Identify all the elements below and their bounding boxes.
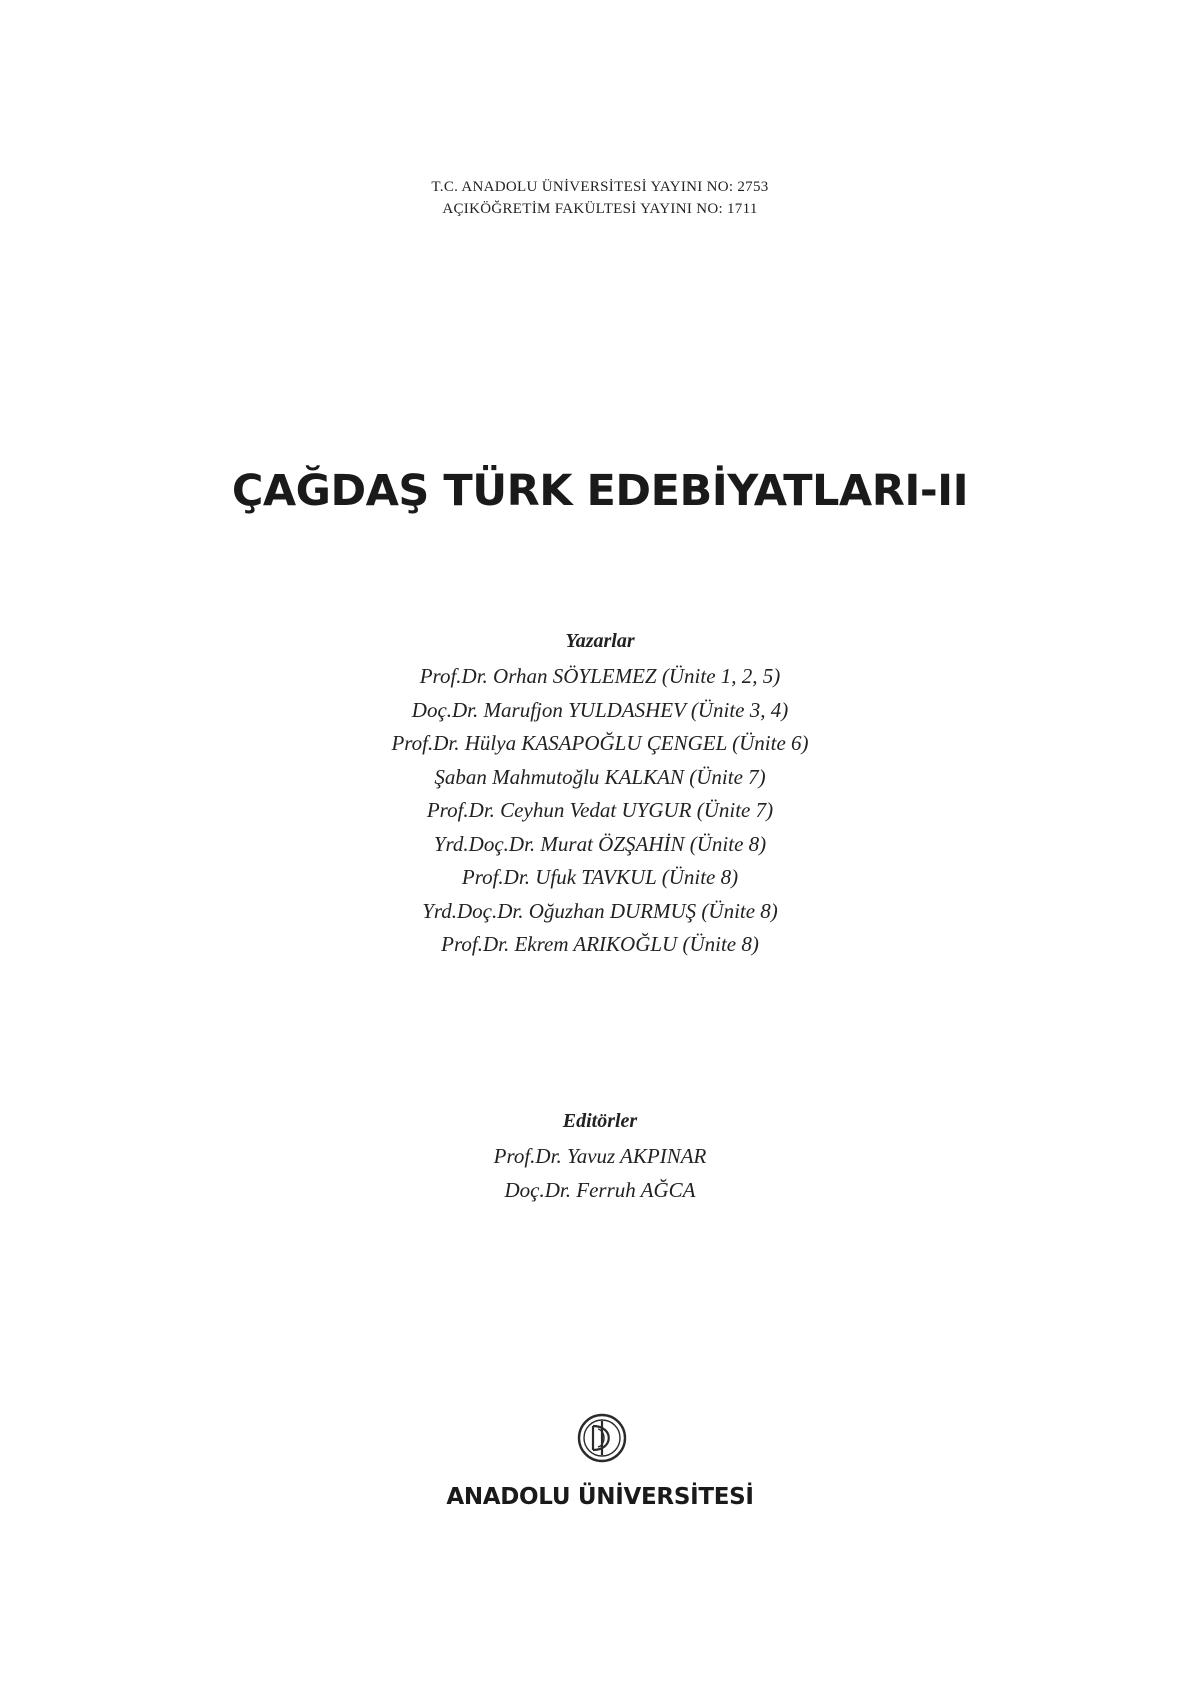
book-title: ÇAĞDAŞ TÜRK EDEBİYATLARI-II [231,466,969,516]
editor-name: Prof.Dr. Yavuz AKPINAR [493,1144,707,1168]
author-name: Şaban Mahmutoğlu KALKAN (Ünite 7) [434,764,766,789]
editors-section [0,1106,1200,1207]
author-name: Prof.Dr. Orhan SÖYLEMEZ (Ünite 1, 2, 5) [419,664,781,688]
authors-section [0,626,1200,962]
publisher-name: ANADOLU ÜNİVERSİTESİ [446,1484,754,1510]
author-name: Prof.Dr. Ekrem ARIKOĞLU (Ünite 8) [441,932,759,956]
editors-heading: Editörler [562,1110,638,1132]
editor-name: Doç.Dr. Ferruh AĞCA [504,1177,696,1202]
author-name: Prof.Dr. Ceyhun Vedat UYGUR (Ünite 7) [426,798,774,822]
publication-number-line: T.C. ANADOLU ÜNİVERSİTESİ YAYINI NO: 2753 [431,179,769,195]
author-name: Yrd.Doç.Dr. Oğuzhan DURMUŞ (Ünite 8) [422,898,778,923]
authors-heading: Yazarlar [565,630,635,652]
anadolu-university-logo-icon [576,1412,628,1464]
author-name: Prof.Dr. Hülya KASAPOĞLU ÇENGEL (Ünite 6) [391,731,809,755]
author-name: Yrd.Doç.Dr. Murat ÖZŞAHİN (Ünite 8) [433,831,767,856]
author-name: Doç.Dr. Marufjon YULDASHEV (Ünite 3, 4) [411,697,789,722]
author-name: Prof.Dr. Ufuk TAVKUL (Ünite 8) [461,865,739,889]
publication-info [0,176,1200,220]
faculty-publication-number-line: AÇIKÖĞRETİM FAKÜLTESİ YAYINI NO: 1711 [442,201,758,217]
